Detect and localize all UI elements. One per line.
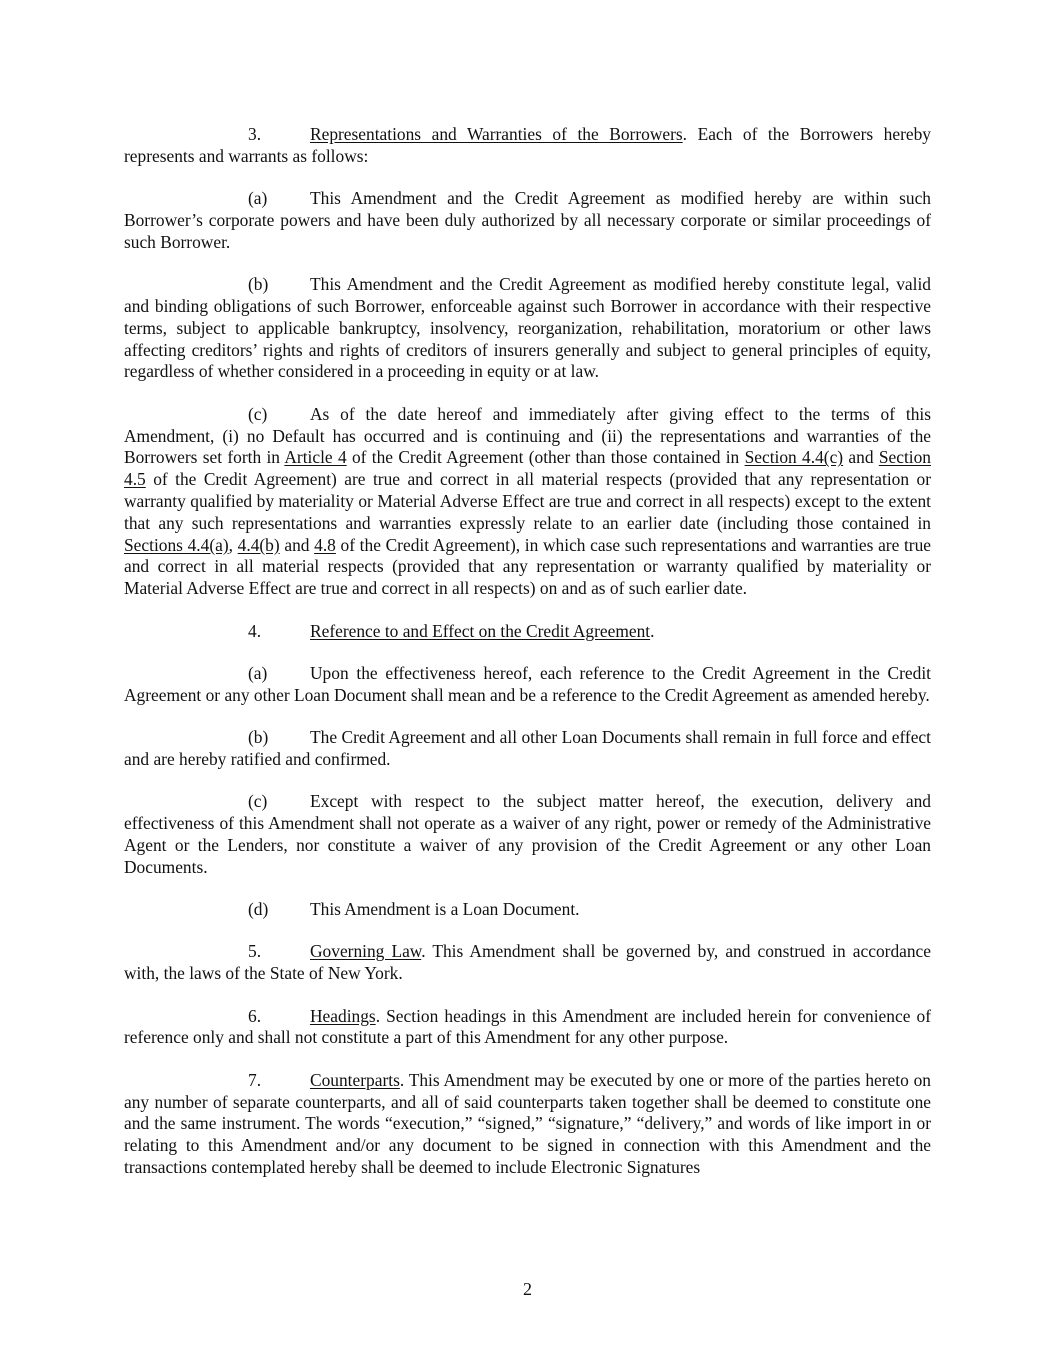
section-3c-text-4: of the Credit Agreement) are true and correct in all material respects (provided that any representation or warranty qualified by materiality or Material Adverse Effect are true and correct in all respects) except to the extent that any such representations and warranties expressly relate to an earlier date (including those contained in: [124, 469, 931, 533]
section-4b-paragraph: [124, 727, 931, 771]
section-4-8-reference: 4.8: [314, 534, 336, 555]
section-4d-label: (d): [248, 899, 269, 920]
section-7-heading: Counterparts: [310, 1069, 400, 1090]
section-4-heading: Reference to and Effect on the Credit Agreement: [310, 620, 651, 641]
section-3c-text-5: ,: [228, 534, 238, 555]
section-6-heading: Headings: [310, 1005, 376, 1026]
section-4a-text: Upon the effectiveness hereof, each reference to the Credit Agreement in the Credit Agreement or any other Loan Document shall mean and be a reference to the Credit Agreement as amended hereby.: [124, 662, 931, 705]
section-3c-text-6: and: [279, 534, 315, 555]
section-3a-label: (a): [248, 188, 268, 209]
section-3b-label: (b): [248, 274, 269, 295]
section-4d-paragraph: [124, 899, 931, 921]
section-7-text: . This Amendment may be executed by one or more of the parties hereto on any number of separate counterparts, and all of said counterparts taken together shall be deemed to constitute one and the same instrument. The words “execution,” “signed,” “signature,” “delivery,” and words of like import in or relating to this Amendment and/or any document to be signed in connection with this Amendment and the transactions contemplated hereby shall be deemed to include Electronic Signatures: [124, 1069, 931, 1178]
section-4c-label: (c): [248, 791, 268, 812]
section-3b-text: This Amendment and the Credit Agreement as modified hereby constitute legal, valid and binding obligations of such Borrower, enforceable against such Borrower in accordance with their respective terms, subject to applicable bankruptcy, insolvency, reorganization, rehabilitation, moratorium or other laws affecting creditors’ rights and rights of creditors of insurers generally and subject to general principles of equity, regardless of whether considered in a proceeding in equity or at law.: [124, 274, 931, 382]
section-5-text: . This Amendment shall be governed by, and construed in accordance with, the laws of the State of New York.: [124, 941, 931, 984]
section-4a-paragraph: [124, 663, 931, 707]
section-6-text: . Section headings in this Amendment are included herein for convenience of reference only and shall not constitute a part of this Amendment for any other purpose.: [124, 1005, 931, 1048]
section-4a-label: (a): [248, 662, 268, 683]
page-number: 2: [523, 1279, 532, 1299]
section-5-paragraph: [124, 941, 931, 985]
article-4-reference: Article 4: [284, 447, 347, 468]
section-4-4b-reference: 4.4(b): [237, 534, 280, 555]
section-4-text: .: [650, 620, 655, 641]
section-6-paragraph: [124, 1006, 931, 1050]
document-page: [124, 124, 931, 1199]
section-3c-text-1: As of the date hereof and immediately after giving effect to the terms of this Amendment, (i) no Default has occurred and is continuing and (ii) the representations and warranties of the Borrowers set forth in: [124, 403, 931, 468]
section-4c-text: Except with respect to the subject matter hereof, the execution, delivery and effectiveness of this Amendment shall not operate as a waiver of any right, power or remedy of the Administrative Agent or the Lenders, nor constitute a waiver of any provision of the Credit Agreement or any other Loan Documents.: [124, 791, 931, 877]
section-3a-paragraph: [124, 188, 931, 253]
section-3c-label: (c): [248, 403, 268, 424]
section-5-heading: Governing Law: [310, 941, 422, 962]
section-3a-text: This Amendment and the Credit Agreement as modified hereby are within such Borrower’s corporate powers and have been duly authorized by all necessary corporate or similar proceedings of such Borrower.: [124, 188, 931, 252]
section-4d-text: This Amendment is a Loan Document.: [310, 899, 580, 920]
section-5-number: 5.: [248, 941, 262, 962]
section-4-number: 4.: [248, 620, 262, 641]
section-4b-label: (b): [248, 727, 269, 748]
section-4b-text: The Credit Agreement and all other Loan Documents shall remain in full force and effect and are hereby ratified and confirmed.: [124, 727, 931, 769]
section-3c-text-2: of the Credit Agreement (other than those contained in: [346, 447, 745, 468]
section-7-number: 7.: [248, 1069, 262, 1090]
section-4-paragraph: [124, 621, 931, 643]
sections-4-4a-reference: Sections 4.4(a): [124, 534, 229, 555]
section-3c-paragraph: [124, 404, 931, 600]
section-3-text: . Each of the Borrowers hereby represents and warrants as follows:: [124, 124, 931, 166]
section-4c-paragraph: [124, 791, 931, 878]
section-4-4c-reference: Section 4.4(c): [744, 447, 844, 468]
section-7-paragraph: [124, 1070, 931, 1179]
section-6-number: 6.: [248, 1005, 262, 1026]
section-3c-text-7: of the Credit Agreement), in which case such representations and warranties are true and correct in all material respects (provided that any representation or warranty qualified by materiality or Material Adverse Effect are true and correct in all respects) on and as of such earlier date.: [124, 534, 931, 599]
section-3-heading: Representations and Warranties of the Borrowers: [310, 124, 683, 144]
section-4-5-reference: Section 4.5: [124, 447, 931, 490]
section-3b-paragraph: [124, 274, 931, 383]
section-3c-text-3: and: [843, 447, 879, 468]
section-3-number: 3.: [248, 124, 262, 144]
section-3-paragraph: [124, 124, 931, 168]
